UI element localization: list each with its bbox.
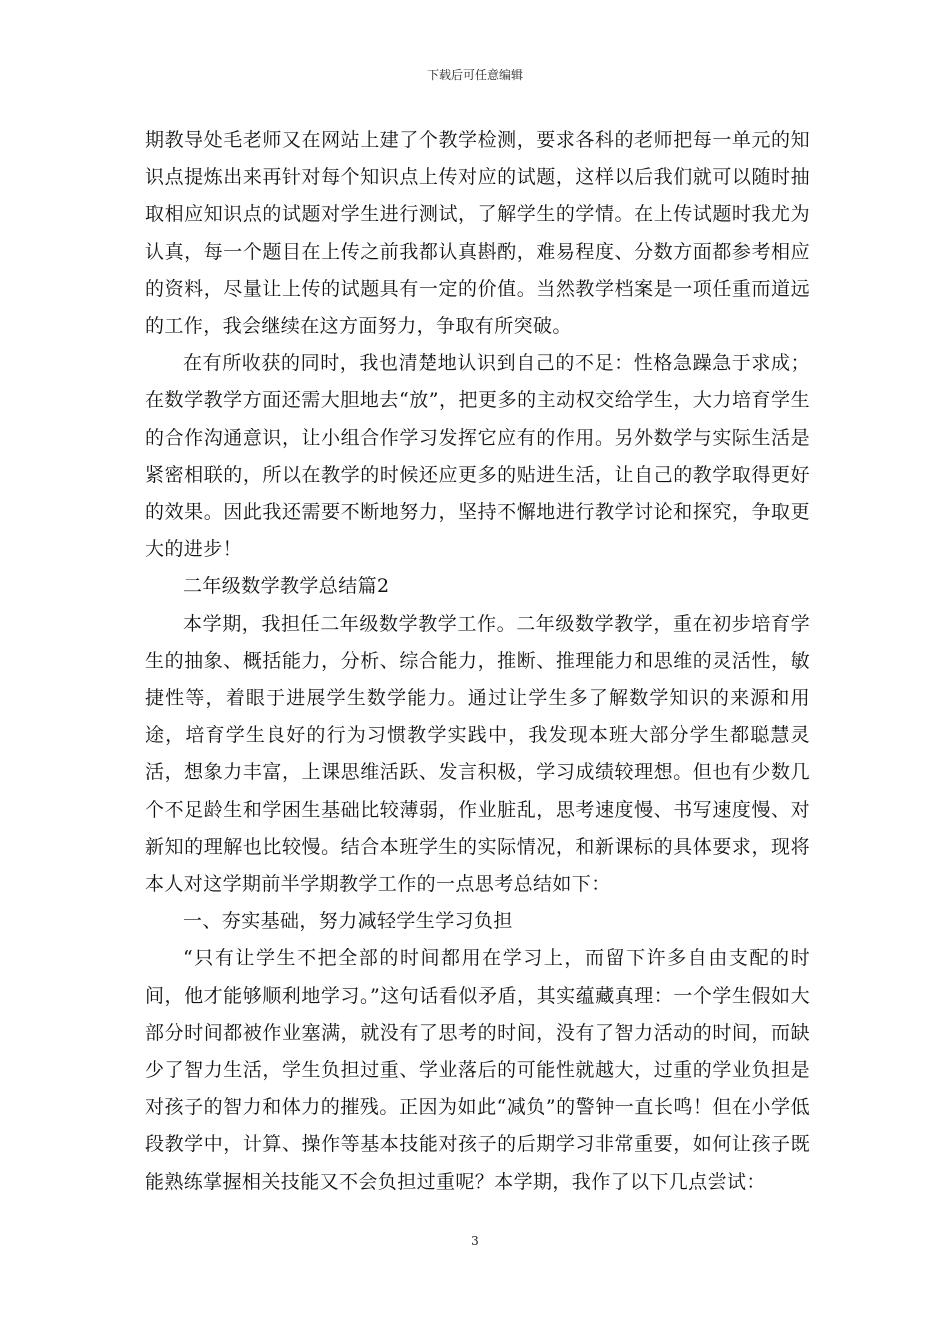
page-number: 3: [471, 1234, 479, 1248]
subsection-heading: 一、夯实基础，努力减轻学生学习负担: [183, 910, 513, 933]
paragraph-2: 在有所收获的同时，我也清楚地认识到自己的不足：性格急躁急于求成；在数学教学方面还需大胆地去“放”，把更多的主动权交给学生，大力培育学生的合作沟通意识，让小组合作学习发挥它应有的作用。另外数学与实际生活是紧密相联的，所以在教学的时候还应更多的贴进生活，让自己的教学取得更好的效果。因此我还需要不断地努力，坚持不懈地进行教学讨论和探究，争取更大的进步！: [145, 352, 810, 561]
document-body: [145, 122, 810, 1201]
paragraph-3: 本学期，我担任二年级数学教学工作。二年级数学教学，重在初步培育学生的抽象、概括能力，分析、综合能力，推断、推理能力和思维的灵活性，敏捷性等，着眼于进展学生数学能力。通过让学生多了解数学知识的来源和用途，培育学生良好的行为习惯教学实践中，我发现本班大部分学生都聪慧灵活，想象力丰富，上课思维活跃、发言积极，学习成绩较理想。但也有少数几个不足龄生和学困生基础比较薄弱，作业脏乱，思考速度慢、书写速度慢、对新知的理解也比较慢。结合本班学生的实际情况，和新课标的具体要求，现将本人对这学期前半学期教学工作的一点思考总结如下：: [145, 612, 810, 896]
paragraph-1: 期教导处毛老师又在网站上建了个教学检测，要求各科的老师把每一单元的知识点提炼出来再针对每个知识点上传对应的试题，这样以后我们就可以随时抽取相应知识点的试题对学生进行测试，了解学生的学情。在上传试题时我尤为认真，每一个题目在上传之前我都认真斟酌，难易程度、分数方面都参考相应的资料，尽量让上传的试题具有一定的价值。当然教学档案是一项任重而道远的工作，我会继续在这方面努力，争取有所突破。: [145, 129, 810, 338]
paragraph-4: “只有让学生不把全部的时间都用在学习上，而留下许多自由支配的时间，他才能够顺利地学习。”这句话看似矛盾，其实蕴藏真理：一个学生假如大部分时间都被作业塞满，就没有了思考的时间，没有了智力活动的时间，而缺少了智力生活，学生负担过重、学业落后的可能性就越大，过重的学业负担是对孩子的智力和体力的摧残。正因为如此“减负”的警钟一直长鸣！但在小学低段教学中，计算、操作等基本技能对孩子的后期学习非常重要，如何让孩子既能熟练掌握相关技能又不会负担过重呢？本学期，我作了以下几点尝试：: [145, 947, 810, 1193]
page-header: 下载后可任意编辑: [426, 68, 523, 82]
section-heading: 二年级数学教学总结篇2: [183, 575, 390, 598]
